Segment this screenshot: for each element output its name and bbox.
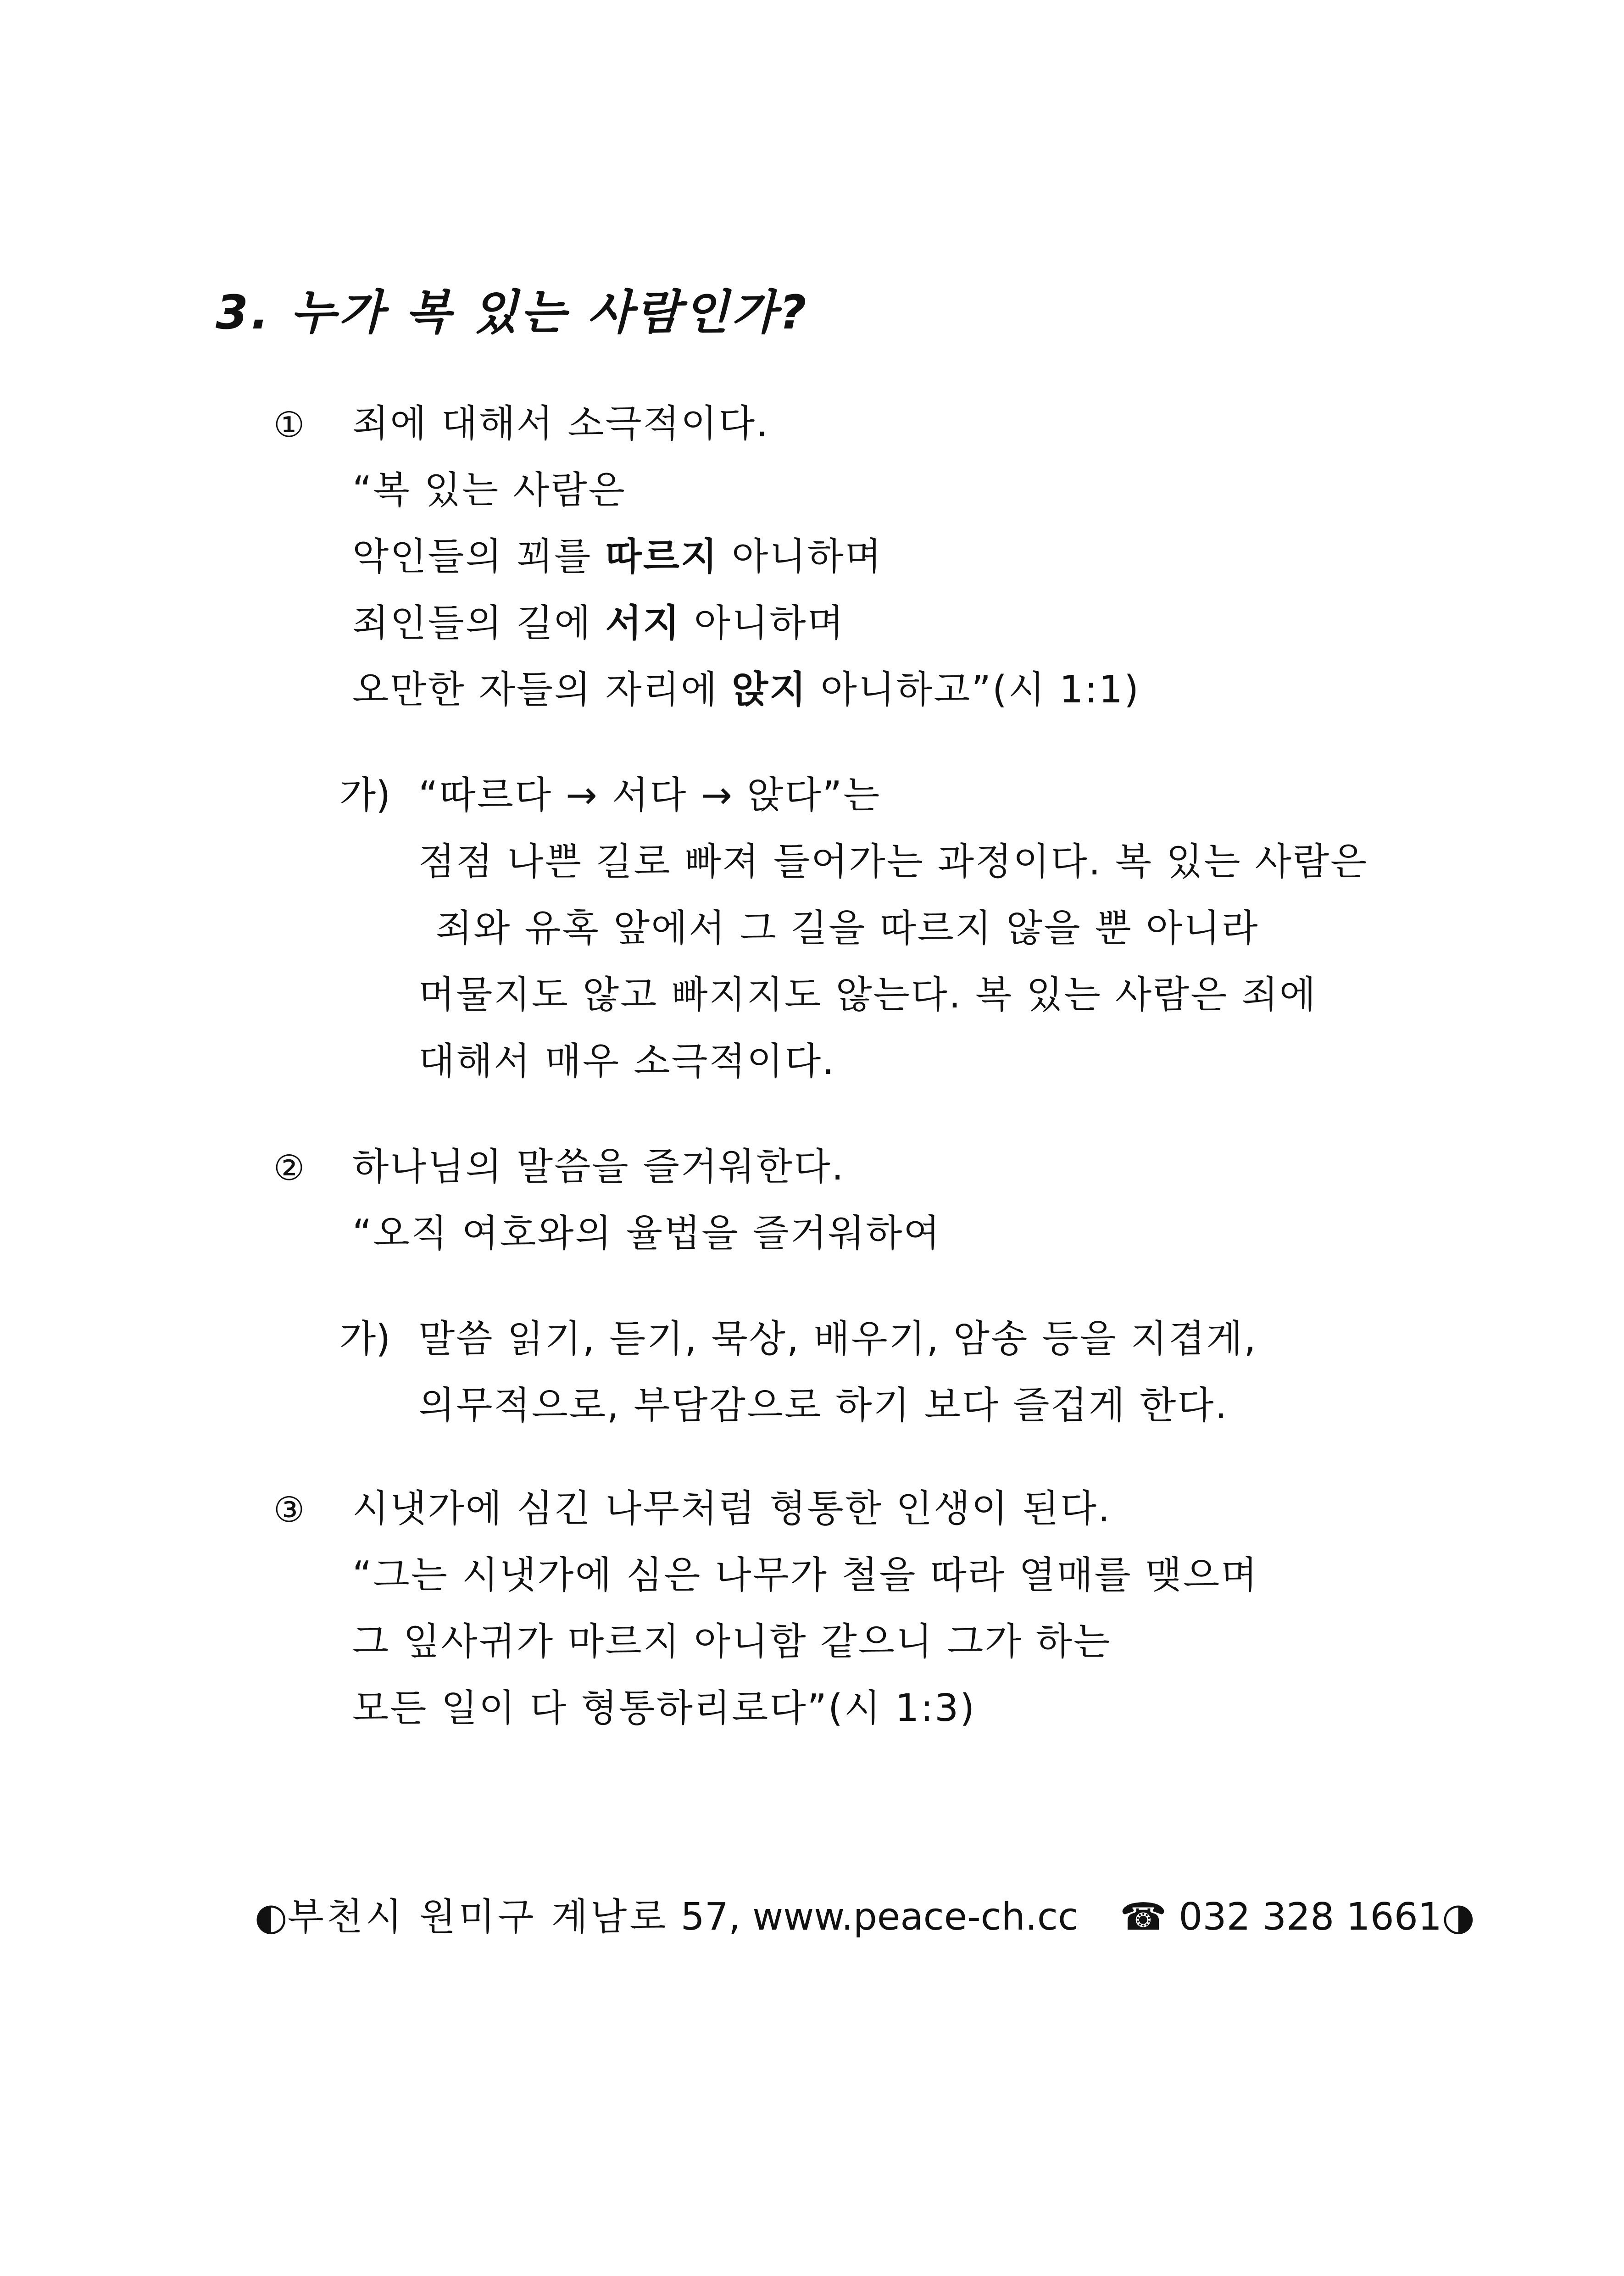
item-2-title: 하나님의 말씀을 즐거워한다. — [352, 1145, 845, 1189]
item-1-quote-line-4: 오만한 자들의 자리에 앉지 아니하고”(시 1:1) — [352, 668, 1140, 712]
item-1-sub-line-3: 죄와 유혹 앞에서 그 길을 따르지 않을 뿐 아니라 — [436, 907, 1259, 950]
item-1-sub-line-5: 대해서 매우 소극적이다. — [418, 1040, 836, 1083]
item-2-sub-line-2: 의무적으로, 부담감으로 하기 보다 즐겁게 한다. — [418, 1384, 1229, 1427]
item-1-title: 죄에 대해서 소극적이다. — [352, 402, 770, 445]
emphasis-sit: 앉지 — [732, 668, 807, 712]
footer-address: 부천시 원미구 계남로 — [287, 1895, 669, 1939]
item-3-quote-line-2: 그 잎사귀가 마르지 아니함 같으니 그가 하는 — [352, 1620, 1112, 1664]
item-3-quote-line-1: “그는 시냇가에 심은 나무가 철을 따라 열매를 맺으며 — [352, 1553, 1259, 1597]
item-3-quote-line-3: 모든 일이 다 형통하리로다”(시 1:3) — [352, 1686, 976, 1730]
item-1-sub-line-1: “따르다 → 서다 → 앉다”는 — [418, 774, 881, 817]
half-circle-right-icon: ◑ — [1442, 1895, 1475, 1939]
footer-contact — [255, 1895, 1475, 1940]
section-heading: 3. 누가 복 있는 사람인가? — [216, 285, 809, 340]
item-1-quote-line-2: 악인들의 꾀를 따르지 아니하며 — [352, 535, 883, 579]
half-circle-left-icon: ◐ — [255, 1895, 288, 1939]
emphasis-stand: 서지 — [605, 601, 681, 645]
item-1-sub-line-4: 머물지도 않고 빠지지도 않는다. 복 있는 사람은 죄에 — [418, 973, 1317, 1017]
item-1-quote-line-1: “복 있는 사람은 — [352, 468, 626, 512]
item-2-sub-line-1: 말씀 읽기, 듣기, 묵상, 배우기, 암송 등을 지겹게, — [418, 1317, 1257, 1361]
item-1-quote-line-3: 죄인들의 길에 서지 아니하며 — [352, 601, 845, 645]
item-2-marker: ② — [273, 1147, 305, 1188]
item-3-title: 시냇가에 심긴 나무처럼 형통한 인생이 된다. — [352, 1487, 1112, 1530]
emphasis-follow: 따르지 — [605, 535, 719, 579]
item-2-quote-line-1: “오직 여호와의 율법을 즐거워하여 — [352, 1212, 941, 1255]
item-1-sub-marker: 가) — [339, 774, 391, 817]
footer-website: 57, www.peace-ch.cc — [668, 1895, 1079, 1939]
footer-phone: 032 328 1661 — [1167, 1895, 1442, 1939]
phone-icon: ☎ — [1120, 1895, 1167, 1939]
item-3-marker: ③ — [273, 1489, 305, 1530]
item-2-sub-marker: 가) — [339, 1317, 391, 1361]
item-1-marker: ① — [273, 404, 305, 445]
item-1-sub-line-2: 점점 나쁜 길로 빠져 들어가는 과정이다. 복 있는 사람은 — [418, 840, 1368, 884]
